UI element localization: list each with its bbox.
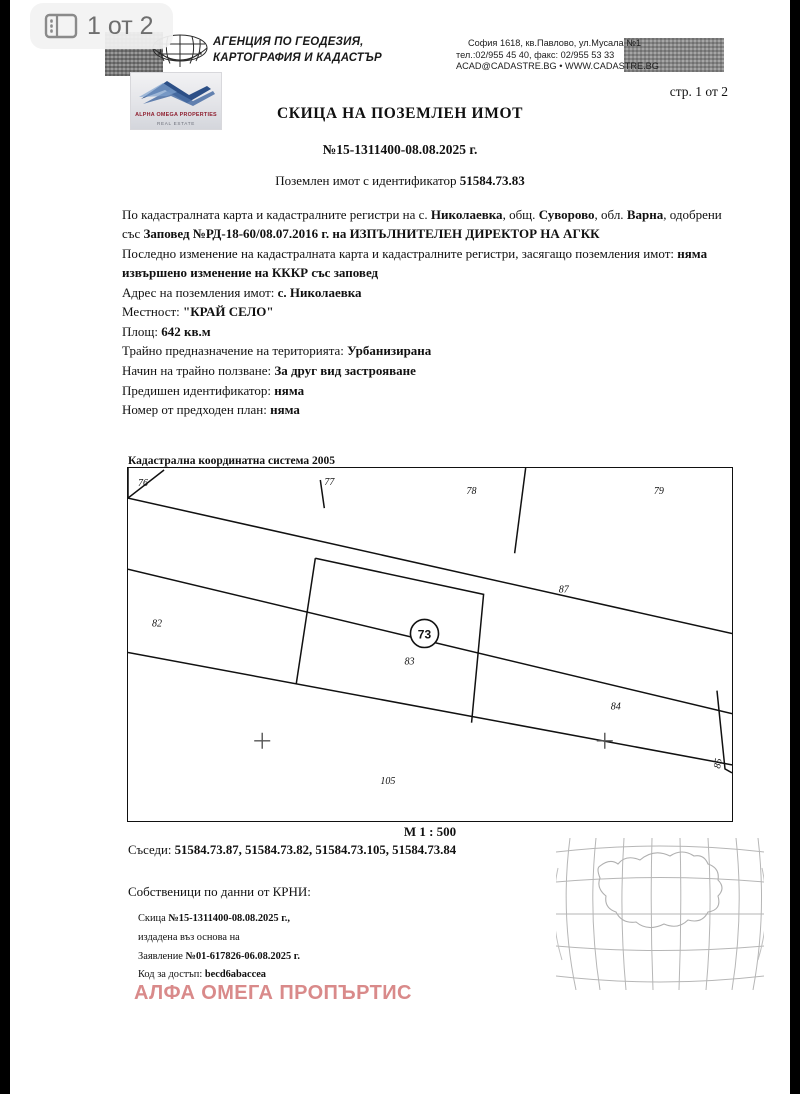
svg-text:105: 105 xyxy=(380,775,396,787)
access-code-value: becd6abaccea xyxy=(204,969,267,981)
previous-identifier-label: Предишен идентификатор: xyxy=(122,382,275,398)
application-row xyxy=(138,948,538,967)
address-value: с. Николаевка xyxy=(277,284,362,300)
coordinate-system-caption: Кадастрална координатна система 2005 xyxy=(128,455,335,467)
page-indicator-label: 1 от 2 xyxy=(87,11,154,40)
company-logo-name: ALPHA OMEGA PROPERTIES xyxy=(135,112,217,118)
neighbours-value: 51584.73.87, 51584.73.82, 51584.73.105, 51584.73.84 xyxy=(174,843,457,857)
usage-row xyxy=(122,361,722,381)
purpose-label: Трайно предназначение на територията: xyxy=(122,343,348,359)
svg-text:87: 87 xyxy=(558,584,569,596)
p1-e: , обл. xyxy=(594,207,627,222)
p1-a: По кадастралната карта и кадастралните регистри на с. xyxy=(122,207,431,222)
previous-identifier-row xyxy=(122,381,722,401)
application-number: №01-617826-06.08.2025 г. xyxy=(185,950,300,962)
purpose-value: Урбанизирана xyxy=(347,343,432,359)
svg-text:76: 76 xyxy=(138,478,149,490)
page-indicator[interactable] xyxy=(30,3,173,49)
identifier-prefix: Поземлен имот с идентификатор xyxy=(275,173,460,188)
address-label: Адрес на поземления имот: xyxy=(122,284,278,300)
sketch-label: Скица xyxy=(138,913,169,924)
svg-text:73: 73 xyxy=(417,627,432,642)
last-change-paragraph xyxy=(122,244,722,283)
area-value: 642 кв.м xyxy=(161,323,211,339)
sketch-number: №15-1311400-08.08.2025 г., xyxy=(168,913,290,924)
cadastral-map[interactable] xyxy=(127,467,733,822)
svg-text:77: 77 xyxy=(324,477,335,489)
area-row xyxy=(122,322,722,342)
last-change-value: няма извършено изменение на КККР със заповед xyxy=(122,245,708,281)
neighbours-row xyxy=(128,843,456,858)
village-name: Николаевка xyxy=(430,207,503,222)
issue-details xyxy=(138,910,538,985)
p1-c: , общ. xyxy=(502,207,539,222)
highlighted-parcel-marker xyxy=(410,619,438,647)
page-label: стр. 1 от 2 xyxy=(669,84,728,99)
svg-text:84: 84 xyxy=(610,701,621,713)
identifier-value: 51584.73.83 xyxy=(459,173,525,188)
usage-label: Начин на трайно ползване: xyxy=(122,363,275,378)
svg-text:79: 79 xyxy=(653,486,664,498)
previous-identifier-value: няма xyxy=(274,382,305,398)
last-change-label: Последно изменение на кадастралната карта и кадастралните регистри, засягащо поземления имот: xyxy=(122,245,678,261)
agency-contact-block xyxy=(456,38,724,72)
municipality-name: Суворово xyxy=(538,207,595,222)
locality-value: "КРАЙ СЕЛО" xyxy=(183,304,274,320)
agency-name-line2: КАРТОГРАФИЯ И КАДАСТЪР xyxy=(213,52,382,64)
svg-text:85: 85 xyxy=(712,757,725,770)
purpose-row xyxy=(122,341,722,361)
area-label: Площ: xyxy=(122,323,162,339)
application-label: Заявление xyxy=(138,950,186,962)
owners-title: Собственици по данни от КРНИ: xyxy=(128,884,311,899)
svg-text:83: 83 xyxy=(404,656,415,668)
document-page xyxy=(10,0,790,1094)
agency-name xyxy=(213,34,382,66)
issued-on-text: издадена въз основа на xyxy=(138,931,240,943)
gallery-pages-icon xyxy=(44,12,78,40)
previous-plan-label: Номер от предходен план: xyxy=(122,402,271,418)
agency-name-line1: АГЕНЦИЯ ПО ГЕОДЕЗИЯ, xyxy=(213,36,364,48)
contact-address: София 1618, кв.Павлово, ул.Мусала №1 xyxy=(468,38,642,48)
contact-phone: тел.:02/955 45 40, факс: 02/955 53 33 xyxy=(456,49,615,60)
previous-plan-value: няма xyxy=(270,402,300,418)
page-title: СКИЦА НА ПОЗЕМЛЕН ИМОТ xyxy=(276,105,524,122)
p1-g: , одобрени със xyxy=(122,207,722,242)
sketch-reference-row xyxy=(138,910,538,929)
cadastral-source-paragraph xyxy=(122,205,722,244)
locality-label: Местност: xyxy=(122,304,184,320)
company-logo-subtitle: REAL ESTATE xyxy=(157,121,195,126)
property-identifier-line xyxy=(10,173,790,189)
svg-text:82: 82 xyxy=(152,618,163,630)
neighbours-label: Съседи: xyxy=(128,843,175,857)
map-scale: M 1 : 500 xyxy=(403,824,457,839)
order-reference: Заповед №РД-18-60/08.07.2016 г. на ИЗПЪЛНИТЕЛЕН ДИРЕКТОР НА АГКК xyxy=(143,226,600,242)
access-code-label: Код за достъп: xyxy=(138,969,205,981)
locality-row xyxy=(122,302,722,322)
usage-value: За друг вид застрояване xyxy=(274,363,416,378)
svg-text:78: 78 xyxy=(466,486,477,498)
region-name: Варна xyxy=(626,207,664,222)
watermark-text: АЛФА ОМЕГА ПРОПЪРТИС xyxy=(134,982,412,1004)
contact-email-web: ACAD@CADASTRE.BG • WWW.CADASTRE.BG xyxy=(456,61,659,72)
globe-bulgaria-outline-icon xyxy=(556,838,764,990)
document-number: №15-1311400-08.08.2025 г. xyxy=(322,142,478,157)
previous-plan-row xyxy=(122,400,722,420)
property-details xyxy=(122,205,722,420)
address-row xyxy=(122,283,722,303)
